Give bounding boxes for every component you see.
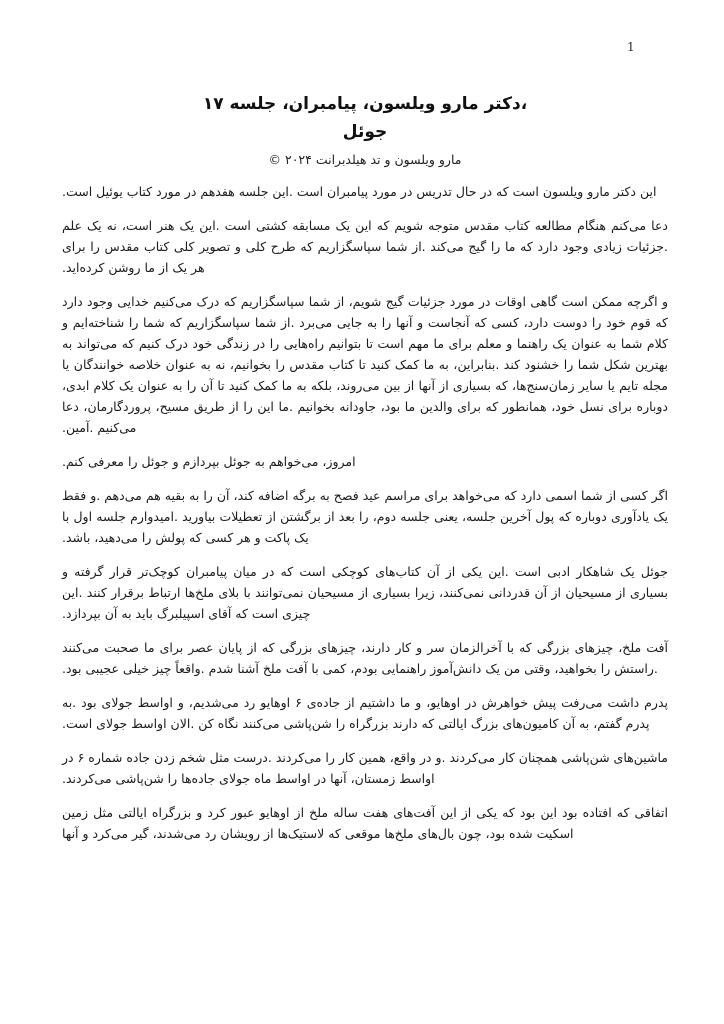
document-body (62, 181, 668, 857)
copyright-byline: مارو ویلسون و تد هیلدبرانت ۲۰۲۴ © (268, 152, 462, 167)
paragraph: اتفاقی که افتاده بود این بود که یکی از این آفت‌های هفت ساله ملخ از اوهایو عبور کرد و بزرگراه ایالتی مثل زمین اسکیت شده بود، چون بال‌های ملخ‌ها موقعی که لاستیک‌ها از رویشان رد می‌شدند، گیر می‌کرد و آنها (62, 805, 668, 841)
paragraph: امروز، می‌خواهم به جوئل بپردازم و جوئل را معرفی کنم. (62, 454, 356, 469)
paragraph: پدرم داشت می‌رفت پیش خواهرش در اوهایو، و ما داشتیم از جاده‌ی ۶ اوهایو رد می‌شدیم، و اواسط جولای بود .به پدرم گفتم، به آن کامیون‌های بزرگ ایالتی که دارند بزرگراه را شن‌پاشی می‌کنند نگاه کن .الان اواسط جولای است. (62, 695, 668, 731)
paragraph: اگر کسی از شما اسمی دارد که می‌خواهد برای مراسم عید فصح به برگه اضافه کند، آن را به بقیه هم می‌دهم .و فقط یک یادآوری دوباره که پول آخرین جلسه، یعنی جلسه دوم، را بعد از برگشتن از تعطیلات بیاورید .امیدوارم جلسه اول با یک پاکت و هر کسی که پولش را می‌دهید، باشد. (62, 488, 668, 545)
paragraph: جوئل یک شاهکار ادبی است .این یکی از آن کتاب‌های کوچکی است که در میان پیامبران کوچک‌تر قرار گرفته و بسیاری از مسیحیان از آن قدردانی نمی‌کنند، زیرا بسیاری از مسیحیان نمی‌توانند با بلای ملخ‌ها ارتباط برقرار کنند .این چیزی است که آقای اسپیلبرگ باید به آن بپردازد. (62, 564, 668, 621)
page-number: 1 (627, 40, 635, 54)
document-header (62, 90, 668, 168)
document-title: ،دکتر مارو ویلسون، پیامبران، جلسه ۱۷ (202, 94, 528, 114)
document-subtitle: جوئل (342, 122, 388, 142)
paragraph: دعا می‌کنم هنگام مطالعه کتاب مقدس متوجه شویم که این یک مسابقه کشتی است .این یک هنر است، نه یک علم .جزئیات زیادی وجود دارد که ما را گیج می‌کند .از شما سپاسگزاریم که طرح کلی و تصویر کلی کتاب مقدس را برای هر یک از ما روشن کرده‌اید. (62, 218, 668, 275)
paragraph: و اگرچه ممکن است گاهی اوقات در مورد جزئیات گیج شویم، از شما سپاسگزاریم که درک می‌کنیم خدایی وجود دارد که قوم خود را دوست دارد، کسی که آنجاست و آنها را به جایی می‌برد .از شما سپاسگزاریم که شما را شناخته‌ایم و کلام شما به عنوان یک راهنما و معلم برای ما مهم است تا بتوانیم راه‌هایی را در زندگی خود درک کنیم که می‌تواند به بهترین شکل شما را خشنود کند .بنابراین، به ما کمک کنید تا کتاب مقدس را بخوانیم، نه به عنوان خلاصه خوانندگان یا مجله تایم یا سایر زمان‌سنج‌ها، که بسیاری از آنها از بین می‌روند، بلکه به ما کمک کنید تا آن را به عنوان یک کلام ابدی، دوباره برای نسل خود، همانطور که برای والدین ما بود، جاودانه بخوانیم .ما این را از طریق مسیح، پروردگارمان، دعا می‌کنیم .آمین. (62, 294, 668, 435)
paragraph: ماشین‌های شن‌پاشی همچنان کار می‌کردند .و در واقع، همین کار را می‌کردند .درست مثل شخم زدن جاده شماره ۶ در اواسط زمستان، آنها در اواسط ماه جولای جاده‌ها را شن‌پاشی می‌کردند. (62, 750, 668, 786)
paragraph: آفت ملخ، چیزهای بزرگی که با آخرالزمان سر و کار دارند، چیزهای بزرگی که از پایان عصر برای ما صحبت می‌کنند .راستش را بخواهید، وقتی من یک دانش‌آموز راهنمایی بودم، کمی با آفت ملخ آشنا شدم .واقعاً چیز خیلی عجیبی بود. (62, 640, 668, 676)
paragraph: این دکتر مارو ویلسون است که در حال تدریس در مورد پیامبران است .این جلسه هفدهم در مورد کتاب یوئیل است. (62, 184, 657, 199)
